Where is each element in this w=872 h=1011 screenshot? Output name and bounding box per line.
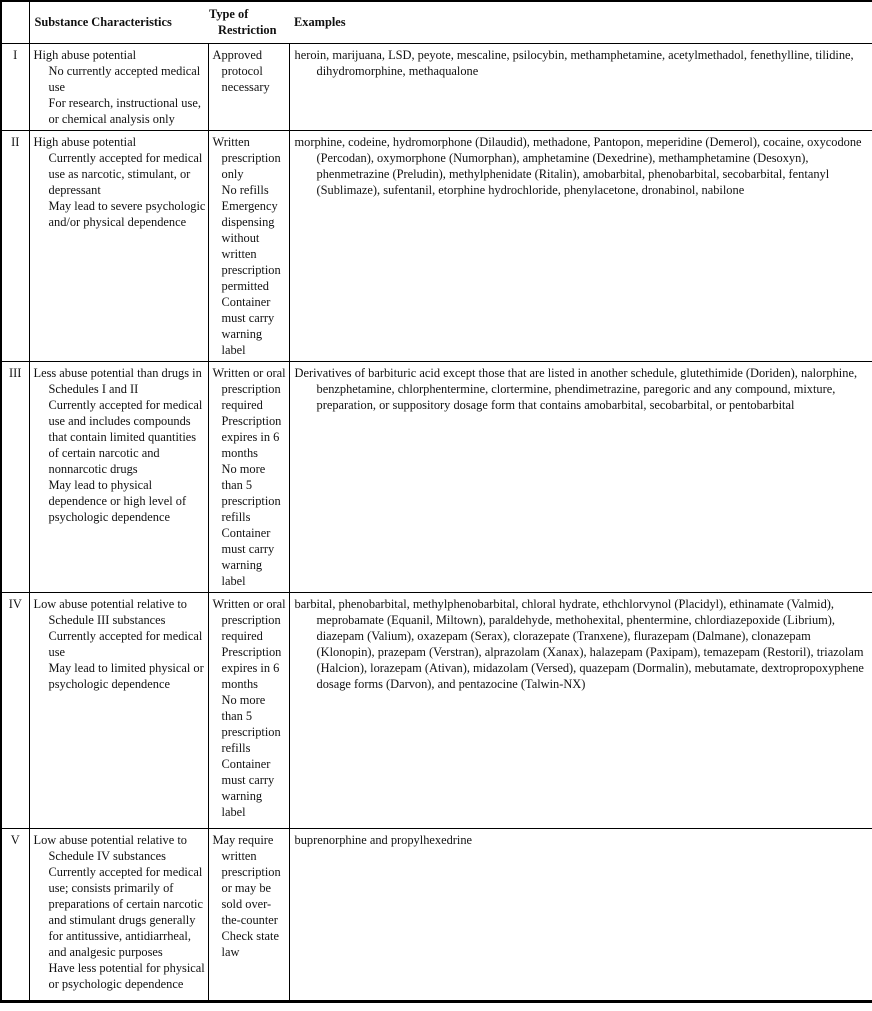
characteristic-item: May lead to physical dependence or high level of psychologic dependence (48, 477, 187, 524)
substance-characteristics-cell (29, 592, 208, 828)
characteristic-item: For research, instructional use, or chemical analysis only (48, 95, 201, 126)
restriction-item: Prescription expires in 6 months (221, 413, 282, 460)
restriction-item: Container must carry warning label (221, 756, 275, 819)
restriction-item: Container must carry warning label (221, 525, 275, 588)
type-of-restriction-cell (208, 592, 289, 828)
examples-text: Derivatives of barbituric acid except those that are listed in another schedule, glutethimide (Doriden), nalorphine, benzphetamine, chlorphentermine, clortermine, phendimetrazine, paregoric and any compound, mixture, preparation, or suppository dosage form that contains amobarbital, secobarbital, or pentobarbital (294, 365, 858, 412)
restriction-item: Written prescription only (212, 134, 281, 181)
type-of-restriction-cell (208, 361, 289, 592)
characteristic-item: Less abuse potential than drugs in Schedules I and II (33, 365, 202, 396)
examples-text: barbital, phenobarbital, methylphenobarbital, chloral hydrate, ethchlorvynol (Placidyl), ethinamate (Valmid), meprobamate (Equanil, Miltown), paraldehyde, methohexital, phentermine, chlordiazepoxide (Librium), diazepam (Valium), oxazepam (Serax), clorazepate (Tranxene), flurazepam (Dalmane), clonazepam (Klonopin), prazepam (Verstran), alprazolam (Xanax), halazepam (Paxipam), temazepam (Restoril), triazolam (Halcion), lorazepam (Ativan), midazolam (Versed), quazepam (Dormalin), mebutamate, dextropropoxyphene dosage forms (Darvon), and pentazocine (Talwin-NX) (294, 596, 864, 691)
examples-cell (289, 130, 872, 361)
header-type-of-restriction-label: Type of Restriction (209, 7, 277, 38)
schedule-row (1, 43, 872, 130)
characteristic-item: Have less potential for physical or psychologic dependence (48, 960, 205, 991)
characteristic-item: Low abuse potential relative to Schedule III substances (33, 596, 187, 627)
restriction-item: No refills (221, 182, 269, 197)
table-header-row (1, 1, 872, 43)
header-substance-characteristics (29, 1, 208, 43)
characteristic-item: Low abuse potential relative to Schedule IV substances (33, 832, 187, 863)
type-of-restriction-cell (208, 130, 289, 361)
characteristic-item: No currently accepted medical use (48, 63, 201, 94)
schedule-row (1, 828, 872, 1001)
substance-characteristics-cell (29, 43, 208, 130)
characteristic-item: Currently accepted for medical use; consists primarily of preparations of certain narcotic and stimulant drugs generally for antitussive, antidiarrheal, and analgesic purposes (48, 864, 203, 959)
header-examples (289, 1, 872, 43)
schedule-numeral: III (1, 361, 29, 592)
restriction-item: Written or oral prescription required (212, 596, 286, 643)
restriction-item: Emergency dispensing without written prescription permitted (221, 198, 281, 293)
schedule-numeral: V (1, 828, 29, 1001)
schedule-numeral: I (1, 43, 29, 130)
characteristic-item: Currently accepted for medical use (48, 628, 203, 659)
examples-cell (289, 828, 872, 1001)
header-schedule-column (1, 1, 29, 43)
header-type-of-restriction (208, 1, 289, 43)
schedule-row (1, 130, 872, 361)
characteristic-item: Currently accepted for medical use and includes compounds that contain limited quantities of certain narcotic and nonnarcotic drugs (48, 397, 203, 476)
table-body (1, 43, 872, 1001)
restriction-item: Check state law (221, 928, 279, 959)
substance-characteristics-cell (29, 828, 208, 1001)
restriction-item: May require written prescription or may be sold over-the-counter (212, 832, 281, 927)
header-substance-characteristics-label: Substance Characteristics (34, 15, 172, 30)
type-of-restriction-cell (208, 43, 289, 130)
examples-text: heroin, marijuana, LSD, peyote, mescaline, psilocybin, methamphetamine, acetylmethadol, fenethylline, tilidine, dihydromorphine, methaqualone (294, 47, 854, 78)
schedule-numeral: IV (1, 592, 29, 828)
restriction-item: No more than 5 prescription refills (221, 692, 281, 755)
characteristic-item: High abuse potential (33, 134, 137, 149)
examples-cell (289, 361, 872, 592)
restriction-item: No more than 5 prescription refills (221, 461, 281, 524)
schedule-numeral: II (1, 130, 29, 361)
characteristic-item: May lead to limited physical or psychologic dependence (48, 660, 204, 691)
examples-text: morphine, codeine, hydromorphone (Dilaudid), methadone, Pantopon, meperidine (Demerol), cocaine, oxycodone (Percodan), oxymorphone (Numorphan), amphetamine (Dexedrine), methamphetamine (Desoxyn), phenmetrazine (Preludin), methylphenidate (Ritalin), amobarbital, phenobarbital, secobarbital, fentanyl (Sublimaze), sufentanil, etorphine hydrochloride, phenylacetone, dronabinol, nabilone (294, 134, 862, 197)
schedule-row (1, 592, 872, 828)
examples-text: buprenorphine and propylhexedrine (294, 832, 473, 847)
restriction-item: Written or oral prescription required (212, 365, 286, 412)
substance-characteristics-cell (29, 361, 208, 592)
examples-cell (289, 592, 872, 828)
restriction-item: Container must carry warning label (221, 294, 275, 357)
schedule-row (1, 361, 872, 592)
type-of-restriction-cell (208, 828, 289, 1001)
substance-characteristics-cell (29, 130, 208, 361)
characteristic-item: Currently accepted for medical use as narcotic, stimulant, or depressant (48, 150, 203, 197)
header-examples-label: Examples (294, 15, 346, 30)
examples-cell (289, 43, 872, 130)
restriction-item: Prescription expires in 6 months (221, 644, 282, 691)
characteristic-item: High abuse potential (33, 47, 137, 62)
characteristic-item: May lead to severe psychologic and/or physical dependence (48, 198, 206, 229)
restriction-item: Approved protocol necessary (212, 47, 270, 94)
